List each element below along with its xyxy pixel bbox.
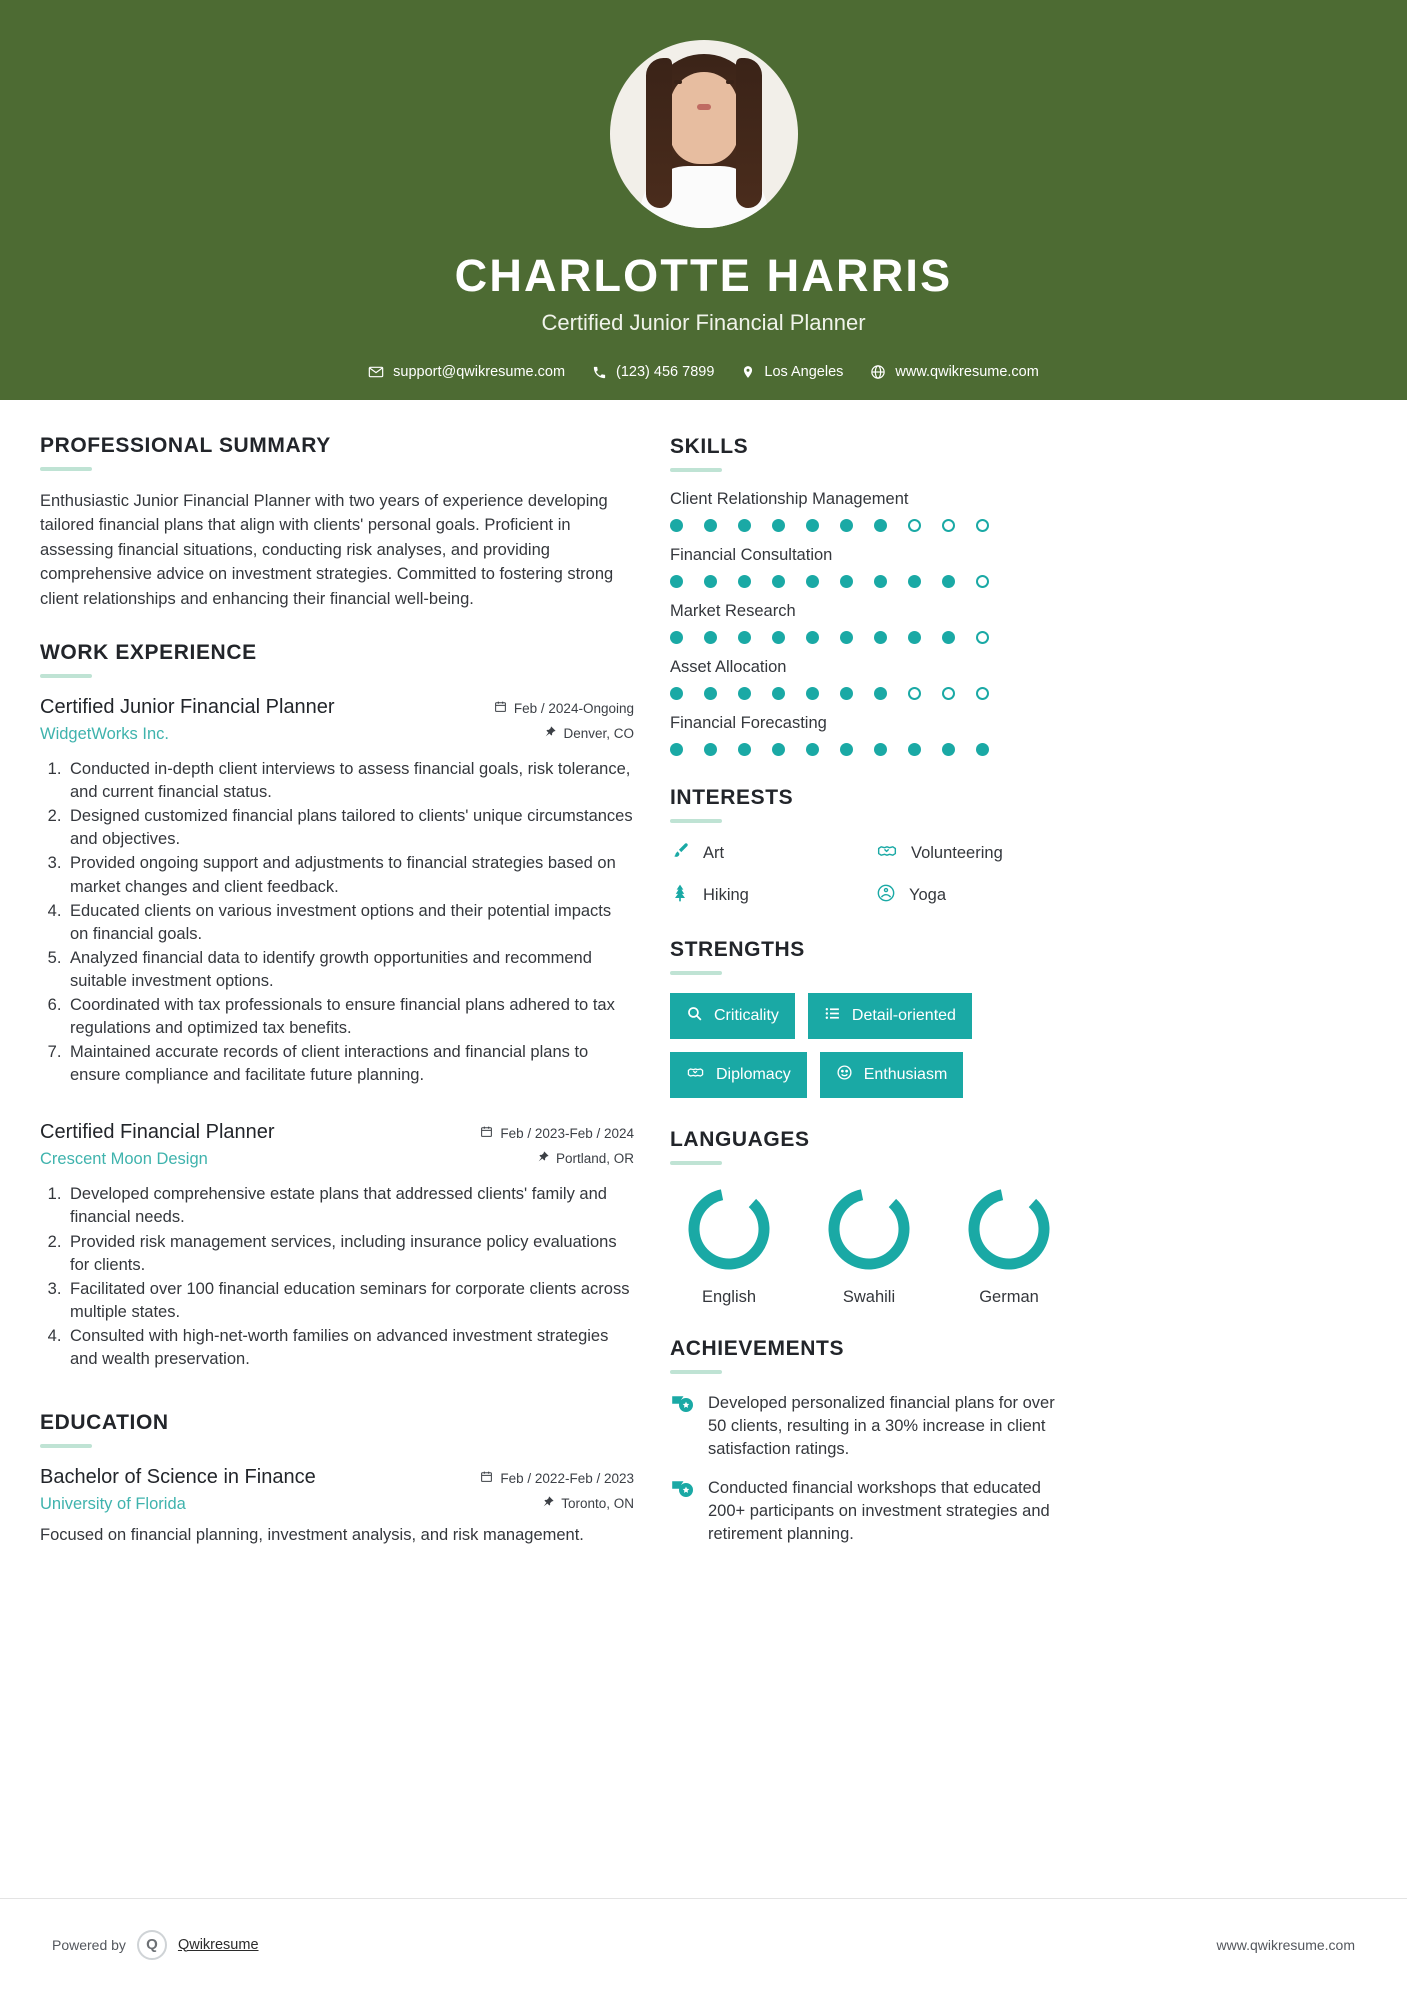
education-entry [40,1466,634,1547]
rating-dot-empty [942,687,955,700]
rating-dot-filled [840,743,853,756]
calendar-icon [494,700,507,716]
rating-dot-filled [840,631,853,644]
brand-link[interactable]: Qwikresume [177,1936,259,1953]
strength-chip-diplomacy [670,1052,807,1098]
contact-row [368,364,1039,380]
job-bullets [40,758,634,1087]
rating-dot-filled [908,743,921,756]
section-underline [670,971,722,975]
rating-dot-filled [874,743,887,756]
skill-rating [670,687,1074,700]
language-donut [683,1183,775,1275]
calendar-icon [480,1125,493,1141]
location-pin-icon [741,364,755,380]
rating-dot-filled [772,519,785,532]
rating-dot-filled [670,631,683,644]
rating-dot-empty [976,575,989,588]
skill-label: Market Research [670,602,796,620]
magnifier-icon [686,1005,703,1027]
interests-heading: INTERESTS [670,786,794,809]
job-bullet: 6. Coordinated with tax professionals to ensure financial plans adhered to tax regulations and optimized tax benefits. [66,994,634,1040]
candidate-name: CHARLOTTE HARRIS [454,250,953,301]
star-badge-icon [670,1477,694,1546]
skill-label: Client Relationship Management [670,490,909,508]
rating-dot-filled [840,575,853,588]
rating-dot-filled [738,743,751,756]
pin-icon [542,1495,554,1511]
strengths-grid [670,993,1074,1098]
strength-label: Detail-oriented [851,1007,956,1024]
education-heading: EDUCATION [40,1411,169,1435]
contact-location [741,364,843,380]
job-bullet: 2. Designed customized financial plans tailored to clients' unique circumstances and objectives. [66,805,634,851]
star-badge-icon [670,1392,694,1461]
achievement-text: Conducted financial workshops that educated 200+ participants on investment strategies and retirement planning. [708,1479,1050,1544]
list-icon [824,1005,841,1027]
job-bullet: 3. Facilitated over 100 financial education seminars for corporate clients across multiple states. [66,1278,634,1324]
rating-dot-filled [840,687,853,700]
section-achievements [670,1337,1074,1547]
rating-dot-filled [908,631,921,644]
section-underline [670,1161,722,1165]
yoga-icon [876,883,896,908]
rating-dot-filled [840,519,853,532]
language-label: German [979,1288,1039,1306]
interest-item [876,883,1074,908]
rating-dot-filled [704,631,717,644]
rating-dot-filled [806,519,819,532]
rating-dot-filled [670,519,683,532]
job-bullet: 7. Maintained accurate records of client interactions and financial plans to ensure compliance and facilitate future planning. [66,1041,634,1087]
strength-chip-detail-oriented [808,993,972,1039]
right-column [670,434,1074,1548]
achievement-text: Developed personalized financial plans for over 50 clients, resulting in a 30% increase in client satisfaction ratings. [708,1394,1055,1459]
achievements-heading: ACHIEVEMENTS [670,1337,845,1360]
section-underline [40,674,92,678]
skill-label: Asset Allocation [670,658,787,676]
skills-list [670,490,1074,756]
rating-dot-filled [806,631,819,644]
section-work-experience [40,641,634,1371]
section-underline [670,819,722,823]
job-date-text: Feb / 2024-Ongoing [513,700,634,716]
job-location-text: Portland, OR [555,1150,634,1166]
rating-dot-filled [670,575,683,588]
rating-dot-filled [704,687,717,700]
job-date [494,700,634,716]
contact-website-text: www.qwikresume.com [895,364,1039,380]
job-location [480,1150,634,1166]
avatar [610,40,798,228]
rating-dot-filled [942,631,955,644]
education-school: University of Florida [40,1495,186,1514]
work-entry [40,696,634,1087]
handshake-icon [876,841,898,866]
rating-dot-filled [704,519,717,532]
job-bullet: 4. Consulted with high-net-worth families on advanced investment strategies and wealth preservation. [66,1325,634,1371]
job-date [480,1125,634,1141]
strength-label: Diplomacy [716,1066,791,1083]
rating-dot-empty [942,519,955,532]
smiley-icon [836,1064,853,1086]
summary-heading: PROFESSIONAL SUMMARY [40,434,331,457]
work-entry [40,1121,634,1371]
resume-body [0,400,1407,1548]
section-underline [670,1370,722,1374]
interest-label: Art [703,844,725,862]
skill-rating [670,743,1074,756]
skill-label: Financial Consultation [670,546,833,564]
footer-website[interactable]: www.qwikresume.com [1216,1936,1355,1953]
candidate-role: Certified Junior Financial Planner [541,310,866,335]
job-location-text: Denver, CO [563,725,634,741]
interest-label: Yoga [909,886,947,904]
rating-dot-filled [942,575,955,588]
skill-item [670,490,1074,532]
left-column [40,434,634,1548]
education-location-text: Toronto, ON [561,1495,634,1511]
job-bullet: 2. Provided risk management services, including insurance policy evaluations for clients. [66,1231,634,1277]
language-item [810,1183,928,1307]
job-title: Certified Financial Planner [40,1121,275,1144]
section-strengths [670,938,1074,1098]
interest-item [670,883,868,908]
strength-label: Criticality [714,1007,779,1024]
strength-chip-criticality [670,993,795,1039]
contact-phone[interactable] [592,364,714,380]
job-bullet: 1. Conducted in-depth client interviews to assess financial goals, risk tolerance, and current financial status. [66,758,634,804]
rating-dot-filled [704,743,717,756]
rating-dot-filled [772,687,785,700]
rating-dot-filled [772,631,785,644]
rating-dot-filled [806,687,819,700]
pin-icon [537,1150,549,1166]
skill-item [670,714,1074,756]
skill-label: Financial Forecasting [670,714,827,732]
qwikresume-logo-icon: Q [137,1930,167,1960]
strengths-heading: STRENGTHS [670,938,805,961]
strength-chip-enthusiasm [820,1052,964,1098]
footer [0,1898,1407,1990]
interest-item [876,841,1074,866]
section-professional-summary [40,434,634,611]
rating-dot-filled [874,631,887,644]
rating-dot-empty [976,687,989,700]
job-company: WidgetWorks Inc. [40,725,169,744]
contact-phone-text: (123) 456 7899 [616,364,715,380]
interest-label: Volunteering [911,844,1003,862]
skill-rating [670,575,1074,588]
interest-label: Hiking [703,886,749,904]
phone-icon [592,365,607,380]
section-underline [40,1444,92,1448]
contact-email[interactable] [368,364,565,380]
rating-dot-filled [670,687,683,700]
powered-by-label: Powered by [52,1936,126,1953]
job-bullet: 1. Developed comprehensive estate plans that addressed clients' family and financial needs. [66,1183,634,1229]
rating-dot-filled [670,743,683,756]
summary-text: Enthusiastic Junior Financial Planner with two years of experience developing tailored financial plans that align with clients' personal goals. Proficient in assessing financial situations, conducting risk analyses, and providing comprehensive advice on investment strategies. Committed to fostering strong client relationships and enhancing their financial well-being. [40,492,614,608]
job-company: Crescent Moon Design [40,1150,208,1169]
rating-dot-filled [738,687,751,700]
work-heading: WORK EXPERIENCE [40,641,257,665]
section-underline [670,468,722,472]
rating-dot-filled [738,631,751,644]
skills-heading: SKILLS [670,435,749,458]
job-bullets [40,1183,634,1371]
section-languages [670,1128,1074,1307]
rating-dot-filled [806,743,819,756]
language-donut [963,1183,1055,1275]
contact-location-text: Los Angeles [764,364,844,380]
rating-dot-empty [908,519,921,532]
skill-item [670,602,1074,644]
section-skills [670,435,1074,756]
achievement-item [670,1477,1074,1546]
achievement-item [670,1392,1074,1461]
rating-dot-filled [942,743,955,756]
job-location [494,725,634,741]
language-donut [823,1183,915,1275]
language-label: Swahili [842,1288,896,1306]
rating-dot-filled [874,575,887,588]
interests-grid [670,841,1074,908]
contact-website[interactable] [870,364,1038,380]
job-title: Certified Junior Financial Planner [40,696,335,719]
section-education [40,1411,634,1547]
languages-row [670,1183,1074,1307]
rating-dot-filled [874,519,887,532]
globe-icon [870,364,886,380]
footer-brand [52,1930,259,1960]
rating-dot-filled [806,575,819,588]
contact-email-text: support@qwikresume.com [393,364,566,380]
education-date-text: Feb / 2022-Feb / 2023 [500,1470,634,1486]
skill-item [670,658,1074,700]
education-date [480,1470,634,1486]
section-interests [670,786,1074,908]
education-degree: Bachelor of Science in Finance [40,1466,316,1489]
calendar-icon [480,1470,493,1486]
rating-dot-filled [908,575,921,588]
skill-rating [670,519,1074,532]
rating-dot-filled [874,687,887,700]
skill-item [670,546,1074,588]
tree-icon [670,883,690,908]
strength-label: Enthusiasm [863,1066,948,1083]
job-bullet: 4. Educated clients on various investment options and their potential impacts on financial goals. [66,900,634,946]
rating-dot-filled [704,575,717,588]
education-location [480,1495,634,1511]
rating-dot-filled [772,575,785,588]
language-item [670,1183,788,1307]
pin-icon [544,725,556,741]
rating-dot-filled [738,575,751,588]
language-item [950,1183,1068,1307]
rating-dot-empty [976,631,989,644]
education-description: Focused on financial planning, investment analysis, and risk management. [40,1526,584,1545]
paintbrush-icon [670,841,690,866]
interest-item [670,841,868,866]
resume-header [0,0,1407,400]
language-label: English [701,1288,757,1306]
rating-dot-empty [908,687,921,700]
rating-dot-filled [772,743,785,756]
rating-dot-empty [976,519,989,532]
languages-heading: LANGUAGES [670,1128,810,1151]
skill-rating [670,631,1074,644]
rating-dot-filled [738,519,751,532]
job-bullet: 3. Provided ongoing support and adjustments to financial strategies based on market changes and client feedback. [66,852,634,898]
envelope-icon [368,364,384,380]
rating-dot-filled [976,743,989,756]
handshake-icon [686,1064,705,1086]
job-bullet: 5. Analyzed financial data to identify growth opportunities and recommend suitable investment options. [66,947,634,993]
section-underline [40,467,92,471]
job-date-text: Feb / 2023-Feb / 2024 [500,1125,634,1141]
